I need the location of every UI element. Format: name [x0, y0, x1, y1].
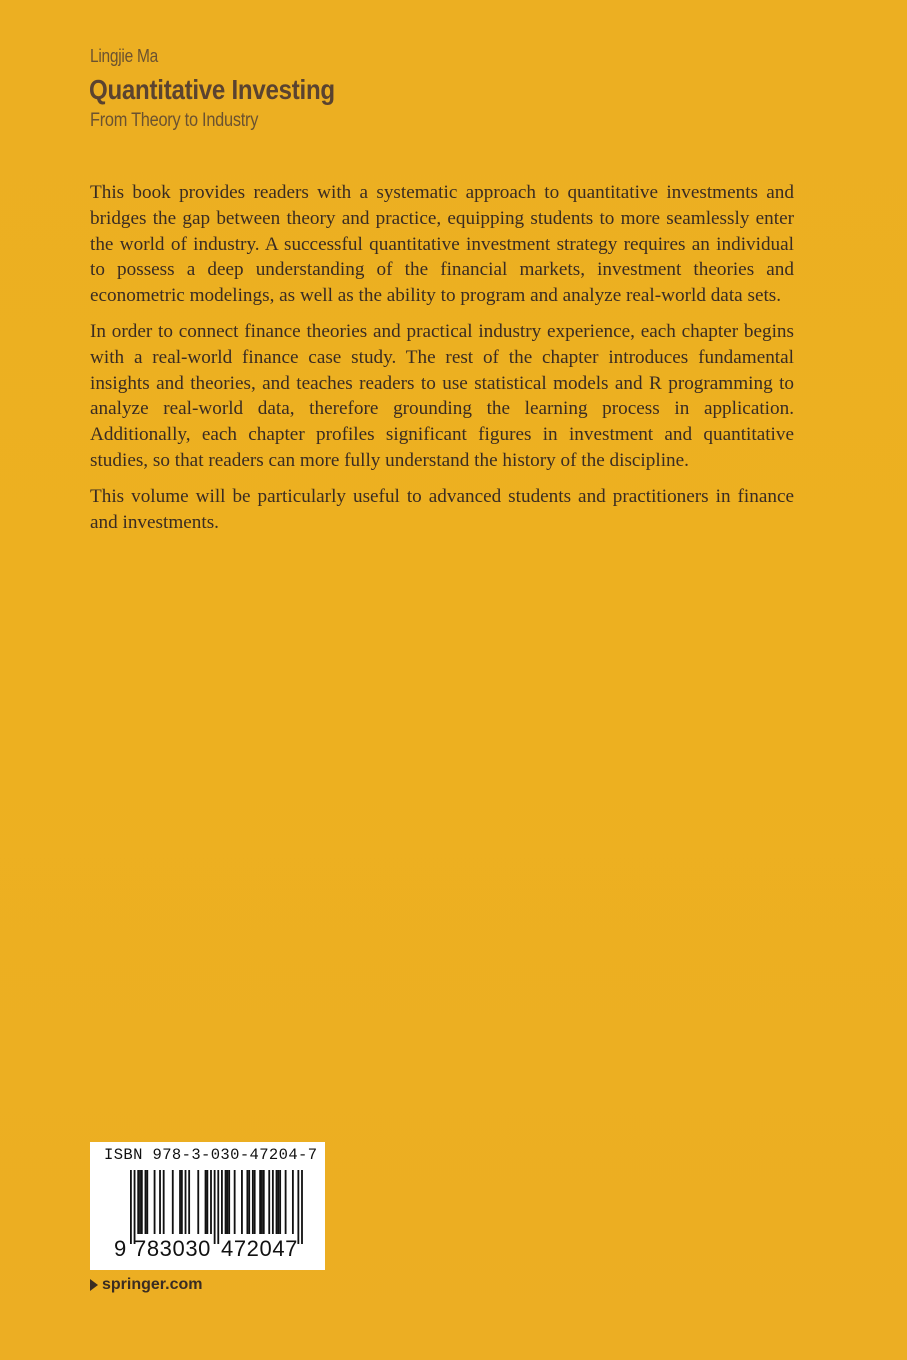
- barcode-bar: [261, 1170, 263, 1234]
- triangle-right-icon: [90, 1279, 98, 1291]
- barcode-bar: [263, 1170, 265, 1234]
- barcode-bar: [185, 1170, 187, 1234]
- barcode-bar: [146, 1170, 148, 1234]
- ean-first-digit: 9: [114, 1236, 127, 1261]
- ean-right-group: 472047: [221, 1236, 299, 1261]
- barcode-bar: [259, 1170, 261, 1234]
- barcode-bar: [248, 1170, 250, 1234]
- barcode-guard-bar: [301, 1170, 303, 1244]
- barcode-bar: [234, 1170, 236, 1234]
- barcode-bar: [137, 1170, 139, 1234]
- isbn-label: ISBN 978-3-030-47204-7: [104, 1146, 318, 1164]
- barcode-bar: [181, 1170, 183, 1234]
- barcode-bar: [172, 1170, 174, 1234]
- barcode-bar: [159, 1170, 161, 1234]
- barcode-bar: [228, 1170, 230, 1234]
- author-name: Lingjie Ma: [90, 46, 158, 66]
- barcode-bar: [246, 1170, 248, 1234]
- barcode-bar: [139, 1170, 141, 1234]
- barcode-bar: [154, 1170, 156, 1234]
- barcode-bar: [252, 1170, 254, 1234]
- barcode-bar: [221, 1170, 223, 1234]
- barcode-bar: [272, 1170, 274, 1234]
- barcode-guard-bar: [214, 1170, 216, 1244]
- barcode-bar: [210, 1170, 212, 1234]
- book-description: [90, 180, 794, 545]
- barcode-bar: [179, 1170, 181, 1234]
- barcode-bar: [206, 1170, 208, 1234]
- barcode-bar: [241, 1170, 243, 1234]
- description-paragraph-3: This volume will be particularly useful to advanced students and practitioners in finance and investments.: [90, 485, 794, 533]
- barcode-bar: [292, 1170, 294, 1234]
- barcode-guard-bar: [297, 1170, 299, 1244]
- barcode-bar: [276, 1170, 278, 1234]
- barcode-bar: [268, 1170, 270, 1234]
- description-paragraph-1: This book provides readers with a systematic approach to quantitative investments and bridges the gap between theory and practice, equipping students to more seamlessly enter the world of industry. A successful quantitative investment strategy requires an individual to possess a deep understanding of the financial markets, investment theories and econometric modelings, as well as the ability to program and analyze real-world data sets.: [90, 182, 794, 307]
- barcode-guard-bar: [217, 1170, 219, 1244]
- barcode-bar: [226, 1170, 228, 1234]
- publisher-link[interactable]: [90, 1276, 202, 1294]
- barcode-bar: [197, 1170, 199, 1234]
- barcode-bar: [279, 1170, 281, 1234]
- barcode-guard-bar: [134, 1170, 136, 1244]
- barcode-bar: [145, 1170, 147, 1234]
- barcode-bar: [254, 1170, 256, 1234]
- barcode-bar: [225, 1170, 227, 1234]
- book-title: Quantitative Investing: [89, 74, 335, 105]
- barcode-guard-bar: [130, 1170, 132, 1244]
- isbn-barcode-box: [90, 1142, 325, 1270]
- barcode-bar: [141, 1170, 143, 1234]
- publisher-url[interactable]: springer.com: [102, 1276, 203, 1293]
- barcode-bar: [277, 1170, 279, 1234]
- ean-left-group: 783030: [134, 1236, 212, 1261]
- barcode-bar: [188, 1170, 190, 1234]
- barcode-bar: [163, 1170, 165, 1234]
- book-subtitle: From Theory to Industry: [90, 110, 259, 131]
- ean-digits: [90, 1236, 325, 1266]
- description-paragraph-2: In order to connect finance theories and practical industry experience, each chapter begins with a real-world finance case study. The rest of the chapter introduces fundamental insights and theories, and teaches readers to use statistical models and R programming to analyze real-world data, therefore grounding the learning process in application. Additionally, each chapter profiles significant figures in investment and quantitative studies, so that readers can more fully understand the history of the discipline.: [90, 320, 794, 471]
- barcode-bar: [205, 1170, 207, 1234]
- barcode-bar: [285, 1170, 287, 1234]
